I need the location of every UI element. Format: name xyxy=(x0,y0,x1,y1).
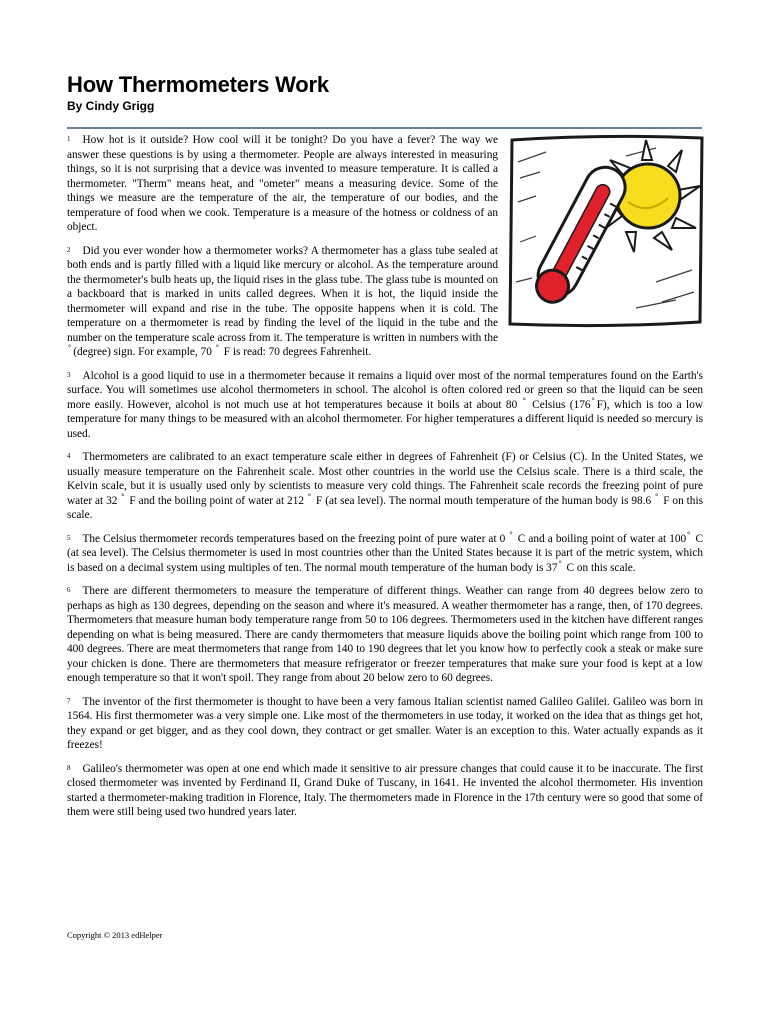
paragraph-text: How hot is it outside? How cool will it be tonight? Do you have a fever? The way we answer these questions is by using a thermometer. People are always interested in measuring things, so it is not surprising that a device was invented to measure temperature. It is called a thermometer. "Therm" means heat, and "ometer" means a measuring device. Some of the things we measure are the temperature of the air, the temperature of our bodies, and the temperature of food when we cook. Temperature is a measure of the hotness or coldness of an object. xyxy=(67,134,498,233)
paragraph-3: $^3$ Alcohol is a good liquid to use in a thermometer because it remains a liquid over most of the normal temperatures found on the Earth's surface. You will sometimes use alcohol thermometers in school. The alcohol is often colored red or green so that the liquid can be seen more easily. However, alcohol is not much use at hot temperatures because it boils at about 80 ° Celsius (176° F), which is too a low temperature for many things to be measured with an alcohol thermometer. For higher temperatures a different liquid is needed so mercury is used. xyxy=(67,369,703,440)
paragraph-number: 2 xyxy=(67,245,71,254)
degree-sign: ° xyxy=(522,395,526,405)
article-author: By Cindy Grigg xyxy=(67,99,155,113)
degree-sign: ° xyxy=(687,529,691,539)
degree-sign: ° xyxy=(68,343,72,353)
paragraph-6 xyxy=(67,584,703,686)
paragraph-number: 7 xyxy=(67,696,71,705)
paragraph-number: 1 xyxy=(67,135,71,143)
paragraph-number: 5 xyxy=(67,533,71,542)
paragraph-2: $^2$ Did you ever wonder how a thermometer works? A thermometer has a glass tube sealed at both ends and is partly filled with a liquid like mercury or alcohol. As the temperature around the thermometer's bulb heats up, the liquid rises in the glass tube. The glass tube is mounted on a backboard that is marked in units called degrees. When it is hot, the liquid inside the thermometer will expand and rise in the tube. The opposite happens when it is cold. The temperature on a thermometer is read by finding the level of the liquid in the tube and the number on the temperature scale across from it. The temperature is written in numbers with the ° (degree) sign. For example, 70 ° F is read: 70 degrees Fahrenheit. xyxy=(67,244,498,358)
degree-sign: ° xyxy=(509,529,513,539)
degree-sign: ° xyxy=(215,343,219,353)
paragraph-text: The inventor of the first thermometer is thought to have been a very famous Italian scientist named Galileo Galilei. Galileo was born in 1564. His first thermometer was a very simple one. Like most of the thermometers in use today, it worked on the idea that as things get hot, they expand or get bigger, and as they cool down, they contract or get smaller. Water is an exception to this. Water actually expands as it freezes! xyxy=(67,695,703,751)
article-body xyxy=(67,133,703,829)
paragraph-text: Galileo's thermometer was open at one end which made it sensitive to air pressure changes that could cause it to be inaccurate. The first closed thermometer was invented by Ferdinand II, Grand Duke of Tuscany, in 1641. He invented the alcohol thermometer. His invention started a thermometer-making tradition in Florence, Italy. The thermometers made in Florence in the 17th century were so good that some of them were still being used two hundred years later. xyxy=(67,762,703,818)
paragraph-number: 6 xyxy=(67,586,71,594)
paragraph-5: $^5$ The Celsius thermometer records temperatures based on the freezing point of pure water at 0 ° C and a boiling point of water at 100° C (at sea level). The Celsius thermometer is used in most countries other than the United States because it is part of the metric system, which is based on a decimal system using multiples of ten. The normal mouth temperature of the human body is 37° C on this scale. xyxy=(67,529,703,574)
thermometer-sun-icon xyxy=(506,132,706,329)
article-title: How Thermometers Work xyxy=(67,72,329,97)
copyright-footer: Copyright © 2013 edHelper xyxy=(67,930,163,940)
sun-disk xyxy=(616,164,680,228)
paragraph-8 xyxy=(67,762,703,820)
thermometer-sun-illustration xyxy=(506,132,706,329)
degree-sign: ° xyxy=(558,558,562,568)
paragraph-4: $^4$ Thermometers are calibrated to an exact temperature scale either in degrees of Fahrenheit (F) or Celsius (C). In the United States, we usually measure temperature on the Fahrenheit scale. Most other countries in the world use the Celsius scale. There is a third scale, the Kelvin scale, but it is usually used only by scientists to measure very cold things. The Fahrenheit scale records the freezing point of pure water at 32 ° F and the boiling point of water at 212 ° F (at sea level). The normal mouth temperature of the human body is 98.6 ° F on this scale. xyxy=(67,451,703,521)
paragraph-number: 8 xyxy=(67,763,71,772)
degree-sign: ° xyxy=(655,491,659,501)
degree-sign: ° xyxy=(591,395,595,405)
title-divider xyxy=(67,127,702,129)
paragraph-text: There are different thermometers to measure the temperature of different things. Weather can range from 40 degrees below zero to perhaps as high as 130 degrees, depending on the season and where it's measured. A weather thermometer has a range, then, of 170 degrees. Thermometers that measure human body temperature range from 50 to 106 degrees. Thermometers used in the kitchen have different ranges depending on what is being measured. There are candy thermometers that measure liquids above the boiling point which range from 100 to 400 degrees. There are meat thermometers that range from 140 to 190 degrees that let you know how to perfectly cook a steak or make sure your chicken is done. There are thermometers that measure refrigerator or freezer temperatures that make sure your food is kept at a low enough temperature so that it won't spoil. They range from about 20 below zero to 60 degrees. xyxy=(67,585,703,684)
degree-sign: ° xyxy=(121,491,125,501)
paragraph-7 xyxy=(67,695,703,753)
paragraph-number: 4 xyxy=(67,452,71,460)
paragraph-number: 3 xyxy=(67,370,71,379)
degree-sign: ° xyxy=(307,491,312,501)
